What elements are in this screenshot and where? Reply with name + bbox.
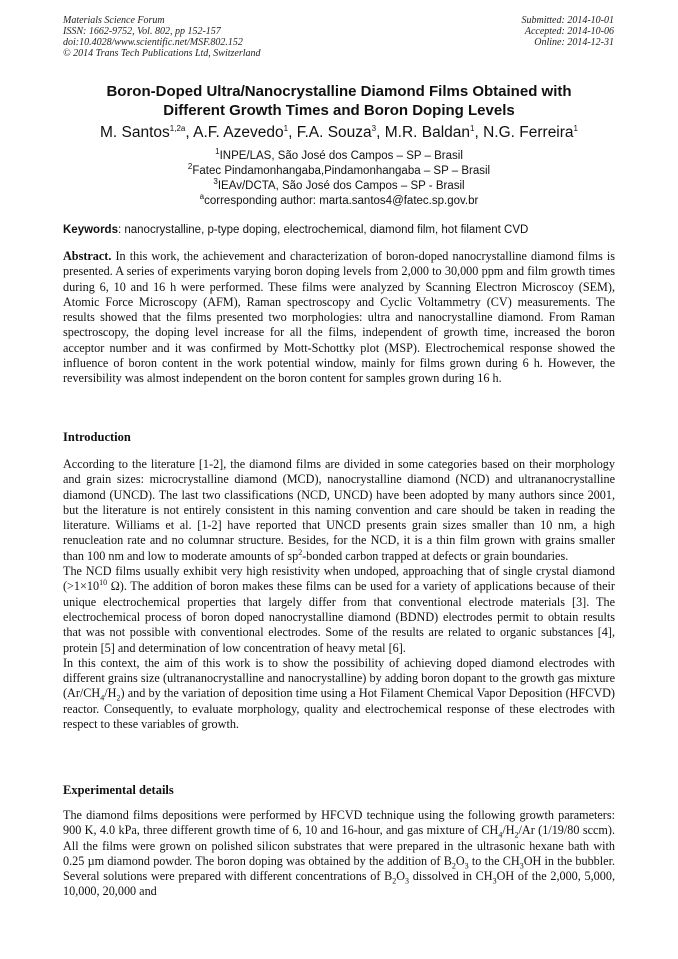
experimental-heading: Experimental details — [63, 783, 174, 797]
experimental-body: The diamond films depositions were performed by HFCVD technique using the following growth parameters: 900 K, 4.0 kPa, three different growth time of 6, 10 and 16-hour, and gas mixture of $CH_4/H_2/Ar$ (1/19/80 sccm). All the films were grown on polished silicon substrates that were prepared in the ultrasonic hexane bath with 0.25 µm diamond powder. The boron doping was obtained by the addition of $B_2O_3$ to the $CH_3OH$ in the bubbler. Several solutions were prepared with different concentrations of $B_2O_3$ dissolved in $CH_3OH$ of the 2,000, 5,000, 10,000, 20,000 and — [63, 808, 615, 899]
keywords-label: Keywords — [63, 224, 118, 236]
author-affil-mark: 1 — [283, 123, 289, 133]
author-name: M. Santos — [100, 124, 170, 141]
author-list: M. Santos$^{1,2a}$, A.F. Azevedo$^1$, F.A. Souza$^3$, M.R. Baldan$^1$, N.G. Ferreira$^1$ — [100, 123, 578, 141]
title-line-2: Different Growth Times and Boron Doping Levels — [163, 102, 515, 119]
header-left — [63, 15, 261, 59]
submitted-date: Submitted: 2014-10-01 — [521, 15, 614, 26]
intro-paragraph-3: In this context, the aim of this work is to show the possibility of achieving doped diamond electrodes with different grains size (ultrananocrystalline and nanocrystalline) by adding boron dopant to the growth gas mixture $(Ar/CH_4/H_2)$ and by the variation of deposition time using a Hot Filament Chemical Vapor Deposition (HFCVD) reactor. Consequently, to evaluate morphology, quality and electrochemical response of these electrodes with respect to these variables of growth. — [63, 655, 615, 732]
introduction-heading: Introduction — [63, 430, 131, 444]
intro-paragraph-1: According to the literature [1-2], the diamond films are divided in some categories based on their morphology and grain sizes: microcrystalline diamond (MCD), nanocrystalline diamond (NCD) and ultrananocrystalline diamond (UNCD). The last two classifications (NCD, UNCD) have been adopted by many authors since 2001, but the literature is not entirely consistent in this naming convention and care should be taken in reading the literature. Williams et al. [1-2] have reported that UNCD presents grain sizes smaller than 10 nm, a high renucleation rate and no columnar structure. Besides, for the NCD, it is a thin film grown with grains smaller than 100 nm and low to moderate amounts of $sp^2$-bonded carbon trapped at defects or grain boundaries. — [63, 457, 615, 563]
keywords — [63, 223, 615, 237]
online-date: Online: 2014-12-31 — [534, 37, 614, 48]
author-affil-mark: 1 — [470, 123, 475, 133]
affiliation-list — [40, 149, 638, 209]
affiliation-3: $^3$IEAv/DCTA, São José dos Campos – SP - Brasil — [213, 177, 465, 192]
intro-paragraph-2: The NCD films usually exhibit very high resistivity when undoped, approaching that of single crystal diamond ($>1\times 10^{10}$ Ω). The addition of boron makes these films can be used for a variety of applications because of their unique electrochemical properties that largely differ from that conventional electrode materials [3]. The electrochemical process of boron doped nanocrystalline diamond (BDND) electrodes permit to obtain results that was not possible with conventional electrodes. Some of the results are related to organic substances [4], protein [5] and determination of low concentration of heavy metal [6]. — [63, 564, 615, 655]
author-affil-mark: 3 — [371, 123, 377, 133]
abstract-text: In this work, the achievement and characterization of boron-doped nanocrystalline diamond films is presented. A series of experiments varying boron doping levels from 2,000 to 30,000 ppm and film growth times during 6, 10 and 16 h were performed. These films were analyzed by Scanning Electron Microscoy (SEM), Atomic Force Microscopy (AFM), Raman spectroscopy and Cyclic Voltammetry (CV) measurements. The results showed that the films presented two morphologies: ultra and nanocrystalline diamond. From Raman spectroscopy, the doping level increase for all the films, independent of growth time, increased the boron acceptor number and it was confirmed by Mott-Schottky plot (MSP). Electrochemical response showed the influence of boron content in the work potential window, mainly for films grown during 6 h. However, the reversibility was almost independent on the boron content for samples grown during 16 h. — [63, 249, 615, 386]
copyright-line: © 2014 Trans Tech Publications Ltd, Switzerland — [63, 48, 261, 59]
affiliation-1: $^1$INPE/LAS, São José dos Campos – SP – Brasil — [215, 147, 463, 162]
abstract-label: Abstract. — [63, 249, 112, 263]
introduction-body — [63, 457, 615, 732]
author-name: A.F. Azevedo — [193, 124, 284, 141]
paper-title — [40, 82, 638, 120]
author-affil-mark: 1,2a — [169, 123, 186, 133]
title-line-1: Boron-Doped Ultra/Nanocrystalline Diamond Films Obtained with — [106, 83, 572, 100]
doi-line: doi:10.4028/www.scientific.net/MSF.802.152 — [63, 37, 243, 48]
corresponding-author: $^a$corresponding author: marta.santos4@fatec.sp.gov.br — [199, 192, 479, 207]
author-name: M.R. Baldan — [384, 124, 471, 141]
journal-name: Materials Science Forum — [63, 15, 165, 26]
author-name: N.G. Ferreira — [483, 124, 574, 141]
issn-line: ISSN: 1662-9752, Vol. 802, pp 152-157 — [63, 26, 221, 37]
header-right — [522, 15, 615, 48]
author-name: F.A. Souza — [296, 124, 372, 141]
accepted-date: Accepted: 2014-10-06 — [524, 26, 614, 37]
abstract — [63, 249, 615, 387]
affiliation-2: $^2$Fatec Pindamonhangaba,Pindamonhangaba – SP – Brasil — [187, 162, 491, 177]
author-affil-mark: 1 — [573, 123, 578, 133]
keywords-text: : nanocrystalline, p-type doping, electrochemical, diamond film, hot filament CVD — [117, 224, 529, 236]
